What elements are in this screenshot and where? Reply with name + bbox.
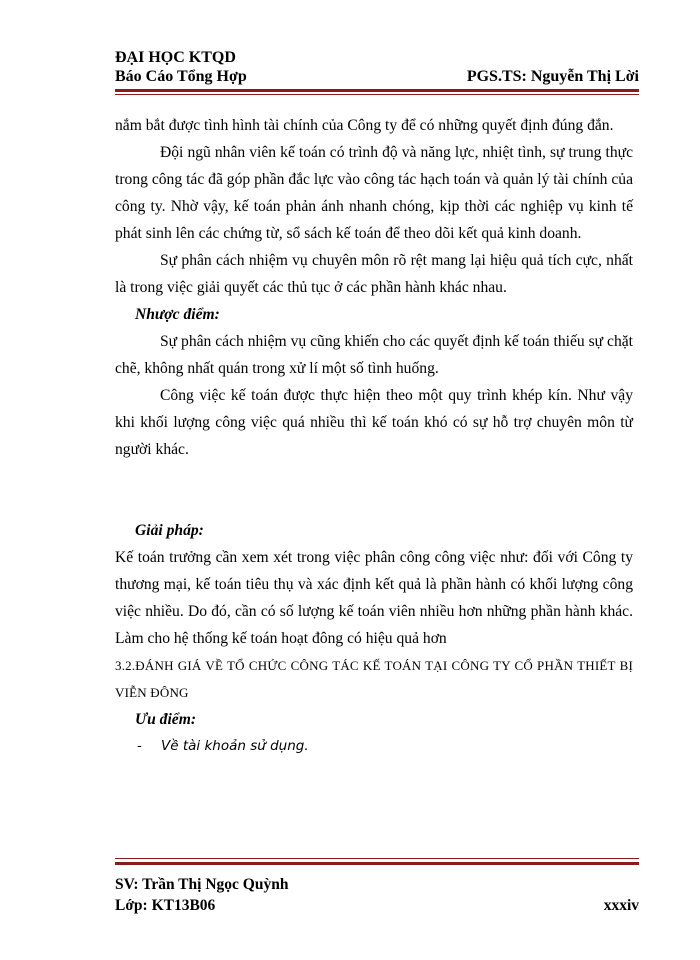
bullet-dash: -: [137, 738, 142, 754]
header-rule-thick: [115, 89, 639, 92]
footer-rule-thin: [115, 858, 639, 859]
list-item: [115, 733, 633, 760]
class-code: Lớp: KT13B06: [115, 897, 216, 914]
spacer: [115, 463, 633, 517]
university-name: ĐẠI HỌC KTQD: [115, 49, 236, 66]
header-rule-thin: [115, 94, 639, 95]
heading-weaknesses: Nhược điểm:: [135, 306, 220, 323]
heading-solution: Giải pháp:: [135, 522, 204, 539]
paragraph-weakness-1: Sự phân cách nhiệm vụ cũng khiến cho các quyết định kế toán thiếu sự chặt chẽ, không nhất quán trong xử lí một số tình huống.: [115, 333, 633, 377]
advisor-name: PGS.TS: Nguyễn Thị Lời: [466, 68, 639, 85]
paragraph-staff: Đội ngũ nhân viên kế toán có trình độ và năng lực, nhiệt tình, sự trung thực trong công tác đã góp phần đắc lực vào công tác hạch toán và quản lý tài chính của công ty. Nhờ vậy, kế toán phản ánh nhanh chóng, kịp thời các nghiệp vụ kinh tế phát sinh lên các chứng từ, sổ sách kế toán để theo dõi kết quả kinh doanh.: [115, 144, 633, 242]
document-body: [115, 112, 633, 760]
list-item-text: Về tài khoản sử dụng.: [161, 738, 309, 754]
page-number: xxxiv: [603, 897, 639, 914]
report-title: Báo Cáo Tổng Hợp: [115, 68, 247, 85]
page-header: [115, 48, 639, 86]
paragraph-continuation: nắm bắt được tình hình tài chính của Công ty để có những quyết định đúng đắn.: [115, 117, 614, 134]
paragraph-separation: Sự phân cách nhiệm vụ chuyên môn rõ rệt mang lại hiệu quả tích cực, nhất là trong việc giải quyết các thủ tục ở các phần hành khác nhau.: [115, 252, 633, 296]
student-name: SV: Trần Thị Ngọc Quỳnh: [115, 876, 289, 893]
heading-strengths: Ưu điểm:: [135, 711, 197, 728]
section-heading: 3.2.ĐÁNH GIÁ VỀ TỔ CHỨC CÔNG TÁC KẾ TOÁN TẠI CÔNG TY CỔ PHẦN THIẾT BỊ VIỄN ĐÔNG: [115, 658, 633, 700]
paragraph-weakness-2: Công việc kế toán được thực hiện theo một quy trình khép kín. Như vậy khi khối lượng công việc quá nhiều thì kế toán khó có sự hỗ trợ chuyên môn từ người khác.: [115, 387, 633, 458]
paragraph-solution: Kế toán trưởng cần xem xét trong việc phân công công việc như: đối với Công ty thương mại, kế toán tiêu thụ và xác định kết quả là phần hành có khối lượng công việc nhiều. Do đó, cần có số lượng kế toán viên nhiều hơn những phần hành khác. Làm cho hệ thống kế toán hoạt đông có hiệu quả hơn: [115, 549, 633, 647]
page-footer: [115, 874, 639, 916]
footer-rule-thick: [115, 862, 639, 865]
